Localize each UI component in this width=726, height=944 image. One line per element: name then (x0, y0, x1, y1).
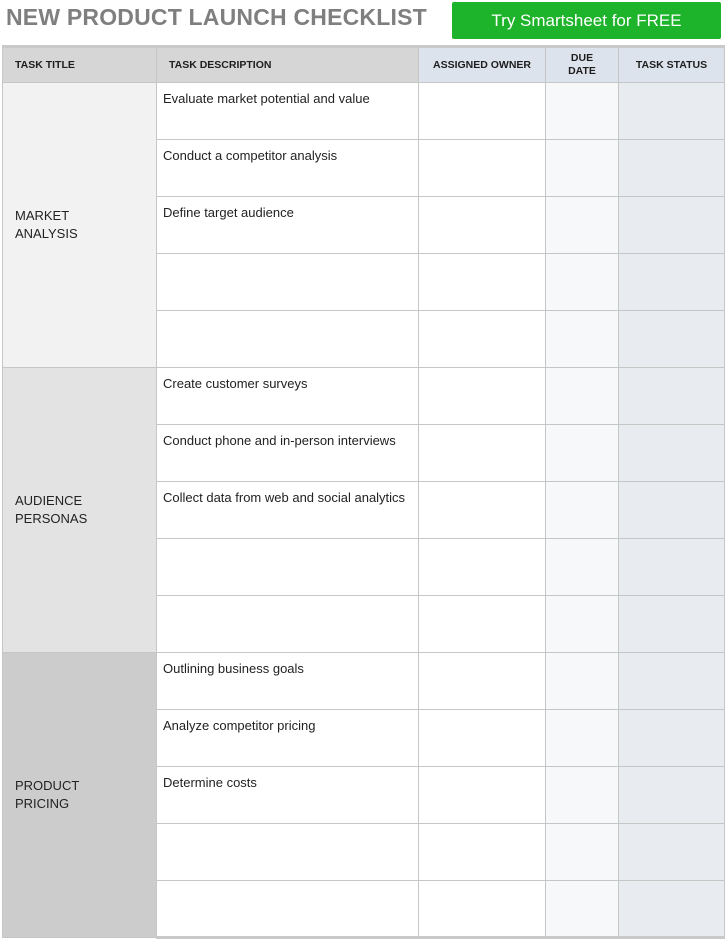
table-row (3, 83, 725, 140)
task-status-cell[interactable] (619, 140, 725, 197)
task-description-cell[interactable]: Define target audience (157, 197, 419, 254)
task-description-cell[interactable] (157, 824, 419, 881)
task-description-cell[interactable]: Evaluate market potential and value (157, 83, 419, 140)
task-description-cell[interactable]: Determine costs (157, 767, 419, 824)
header-due-date-line1: DUE (570, 52, 594, 64)
header-due-date-line2: DATE (568, 65, 596, 77)
assigned-owner-cell[interactable] (419, 197, 546, 254)
assigned-owner-cell[interactable] (419, 140, 546, 197)
section-title-audience-personas[interactable] (3, 368, 157, 653)
assigned-owner-cell[interactable] (419, 710, 546, 767)
task-status-cell[interactable] (619, 482, 725, 539)
assigned-owner-cell[interactable] (419, 425, 546, 482)
task-status-cell[interactable] (619, 653, 725, 710)
due-date-cell[interactable] (546, 653, 619, 710)
task-description-cell[interactable] (157, 254, 419, 311)
assigned-owner-cell[interactable] (419, 482, 546, 539)
task-status-cell[interactable] (619, 881, 725, 938)
try-smartsheet-button[interactable]: Try Smartsheet for FREE (452, 2, 721, 39)
task-status-cell[interactable] (619, 254, 725, 311)
checklist-sheet (2, 45, 724, 939)
task-status-cell[interactable] (619, 425, 725, 482)
due-date-cell[interactable] (546, 482, 619, 539)
section-title-line1: PRODUCT (15, 778, 80, 793)
task-description-cell[interactable]: Conduct phone and in-person interviews (157, 425, 419, 482)
task-status-cell[interactable] (619, 83, 725, 140)
section-title-line2: ANALYSIS (15, 226, 78, 241)
header-task-status: TASK STATUS (619, 47, 725, 83)
due-date-cell[interactable] (546, 140, 619, 197)
task-description-cell[interactable] (157, 596, 419, 653)
section-title-product-pricing[interactable] (3, 653, 157, 938)
header-task-title: TASK TITLE (3, 47, 157, 83)
due-date-cell[interactable] (546, 824, 619, 881)
due-date-cell[interactable] (546, 710, 619, 767)
task-status-cell[interactable] (619, 197, 725, 254)
task-status-cell[interactable] (619, 539, 725, 596)
task-description-cell[interactable]: Collect data from web and social analytics (157, 482, 419, 539)
due-date-cell[interactable] (546, 539, 619, 596)
due-date-cell[interactable] (546, 197, 619, 254)
due-date-cell[interactable] (546, 368, 619, 425)
task-status-cell[interactable] (619, 710, 725, 767)
due-date-cell[interactable] (546, 311, 619, 368)
task-status-cell[interactable] (619, 824, 725, 881)
section-title-line1: AUDIENCE (15, 493, 83, 508)
assigned-owner-cell[interactable] (419, 311, 546, 368)
table-row (3, 368, 725, 425)
page-title: NEW PRODUCT LAUNCH CHECKLIST (6, 4, 427, 30)
header-task-description: TASK DESCRIPTION (157, 47, 419, 83)
header-row (3, 47, 725, 83)
section-title-market-analysis[interactable] (3, 83, 157, 368)
task-description-cell[interactable]: Create customer surveys (157, 368, 419, 425)
task-description-cell[interactable] (157, 881, 419, 938)
task-description-cell[interactable] (157, 539, 419, 596)
assigned-owner-cell[interactable] (419, 881, 546, 938)
assigned-owner-cell[interactable] (419, 824, 546, 881)
assigned-owner-cell[interactable] (419, 254, 546, 311)
task-description-cell[interactable] (157, 311, 419, 368)
task-status-cell[interactable] (619, 368, 725, 425)
header-assigned-owner: ASSIGNED OWNER (419, 47, 546, 83)
header-due-date (546, 47, 619, 83)
task-description-cell[interactable]: Outlining business goals (157, 653, 419, 710)
section-title-line1: MARKET (15, 208, 70, 223)
due-date-cell[interactable] (546, 254, 619, 311)
table-row (3, 653, 725, 710)
due-date-cell[interactable] (546, 425, 619, 482)
due-date-cell[interactable] (546, 767, 619, 824)
due-date-cell[interactable] (546, 596, 619, 653)
due-date-cell[interactable] (546, 881, 619, 938)
task-status-cell[interactable] (619, 311, 725, 368)
due-date-cell[interactable] (546, 83, 619, 140)
checklist-table (2, 45, 725, 939)
assigned-owner-cell[interactable] (419, 653, 546, 710)
task-description-cell[interactable]: Conduct a competitor analysis (157, 140, 419, 197)
assigned-owner-cell[interactable] (419, 596, 546, 653)
assigned-owner-cell[interactable] (419, 83, 546, 140)
assigned-owner-cell[interactable] (419, 368, 546, 425)
task-status-cell[interactable] (619, 767, 725, 824)
section-title-line2: PRICING (15, 796, 70, 811)
task-description-cell[interactable]: Analyze competitor pricing (157, 710, 419, 767)
section-title-line2: PERSONAS (15, 511, 88, 526)
assigned-owner-cell[interactable] (419, 767, 546, 824)
assigned-owner-cell[interactable] (419, 539, 546, 596)
task-status-cell[interactable] (619, 596, 725, 653)
